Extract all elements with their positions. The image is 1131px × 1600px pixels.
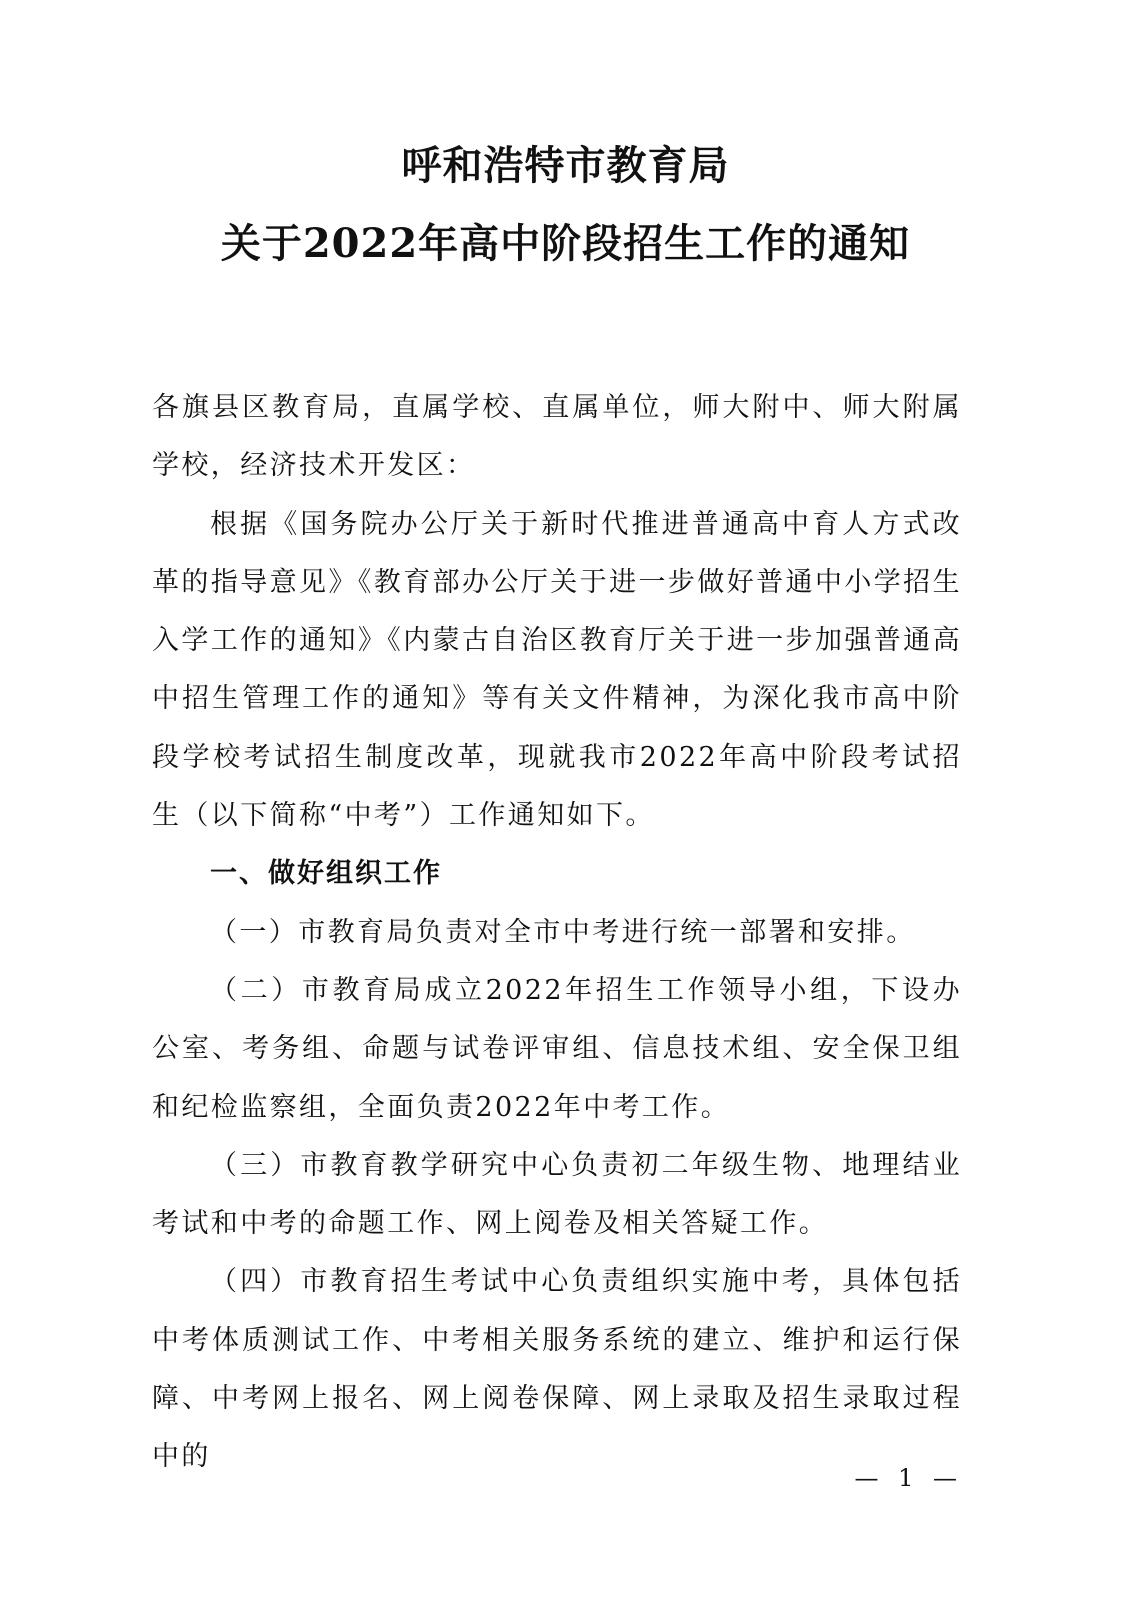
intro-paragraph: 根据《国务院办公厅关于新时代推进普通高中育人方式改革的指导意见》《教育部办公厅关于进一步做好普通中小学招生入学工作的通知》《内蒙古自治区教育厅关于进一步加强普通高中招生管理工作的通知》等有关文件精神，为深化我市高中阶段学校考试招生制度改革，现就我市2022年高中阶段考试招生（以下简称“中考”）工作通知如下。 bbox=[152, 508, 962, 832]
list-item: （三）市教育教学研究中心负责初二年级生物、地理结业考试和中考的命题工作、网上阅卷及相关答疑工作。 bbox=[152, 1149, 962, 1240]
document-body bbox=[152, 379, 962, 1487]
list-item: （四）市教育招生考试中心负责组织实施中考，具体包括中考体质测试工作、中考相关服务系统的建立、维护和运行保障、中考网上报名、网上阅卷保障、网上录取及招生录取过程中的 bbox=[152, 1266, 962, 1473]
list-item: （二）市教育局成立2022年招生工作领导小组，下设办公室、考务组、命题与试卷评审组、信息技术组、安全保卫组和纪检监察组，全面负责2022年中考工作。 bbox=[152, 974, 962, 1123]
document-title-line2: 关于2022年高中阶段招生工作的通知 bbox=[220, 220, 911, 267]
section-heading: 一、做好组织工作 bbox=[210, 858, 442, 890]
salutation: 各旗县区教育局，直属学校、直属单位，师大附中、师大附属学校，经济技术开发区： bbox=[152, 392, 962, 482]
document-title-line1: 呼和浩特市教育局 bbox=[401, 142, 730, 189]
list-item: （一）市教育局负责对全市中考进行统一部署和安排。 bbox=[210, 916, 916, 948]
page-number: — 1 — bbox=[854, 1464, 963, 1492]
